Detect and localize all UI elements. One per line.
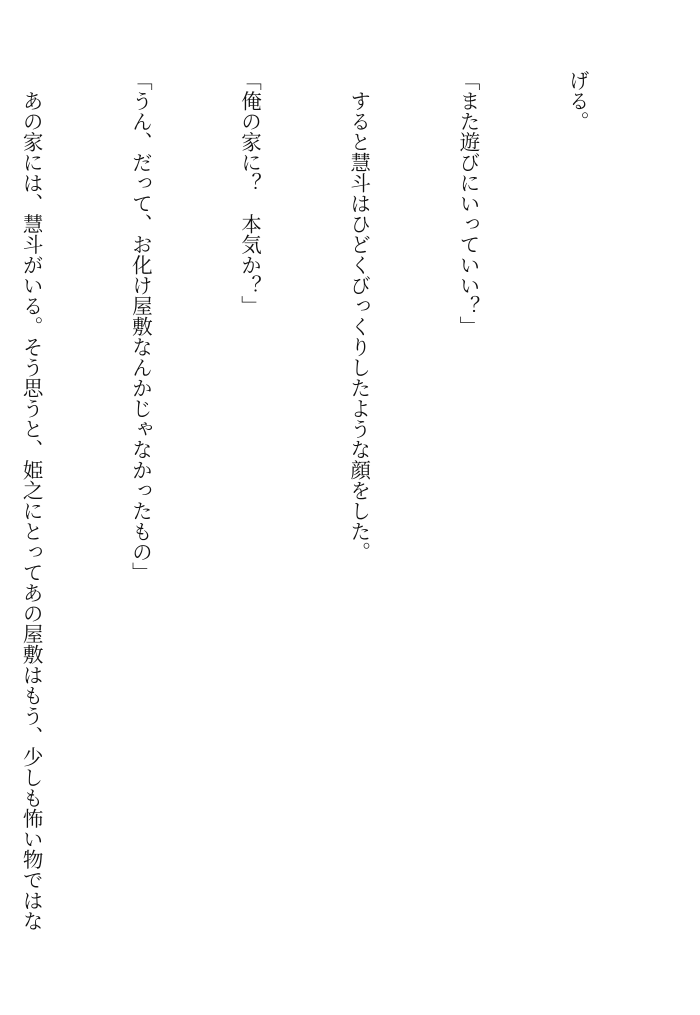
text-column-5: 「うん、だって、お化け屋敷なんかじゃなかったもの」	[128, 70, 153, 583]
text-column-2: 「また遊びにいっていい？」	[455, 70, 480, 337]
text-column-3: すると慧斗はひどくびっくりしたような顔をした。	[346, 70, 371, 562]
vertical-text-block	[0, 70, 668, 970]
text-column-4: 「俺の家に？ 本気か？」	[237, 70, 262, 316]
text-column-6: あの家には、慧斗がいる。そう思うと、姫之にとってあの屋敷はもう、少しも怖い物ではな	[19, 70, 44, 931]
text-column-1: げる。	[565, 70, 590, 132]
